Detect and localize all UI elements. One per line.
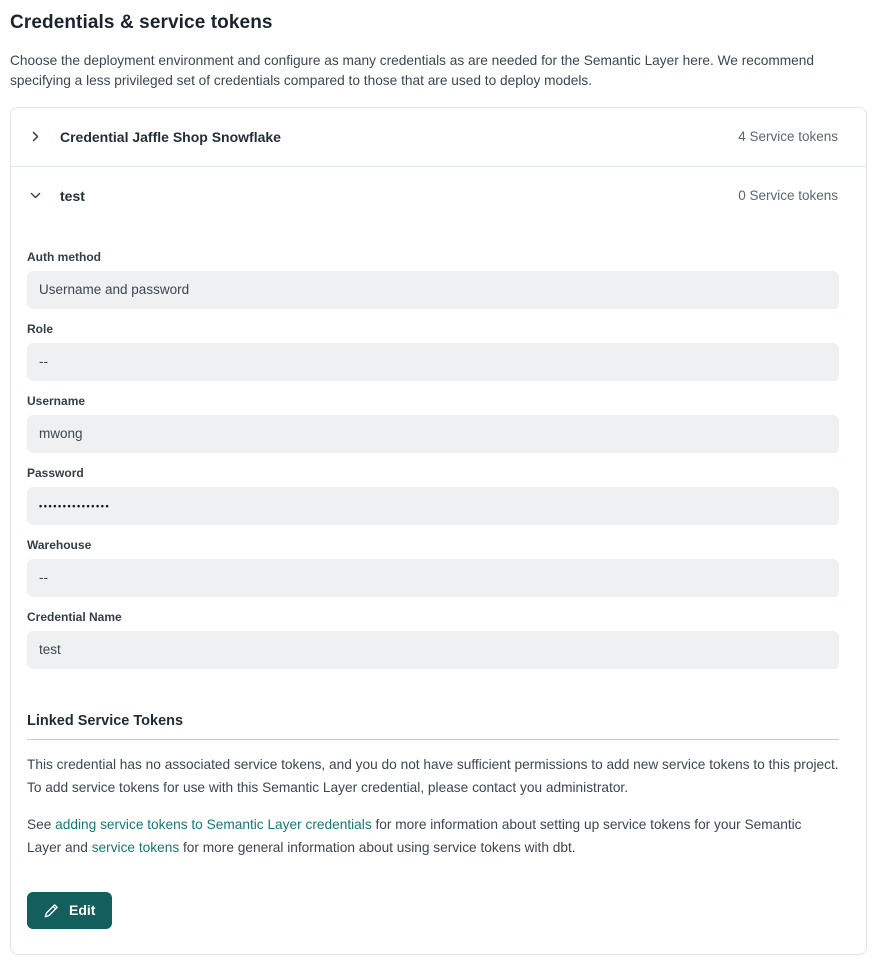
credential-name-value: test	[27, 631, 839, 669]
help-text-prefix: See	[27, 816, 56, 832]
credential-row-test[interactable]	[11, 167, 866, 225]
service-token-count: 4 Service tokens	[738, 129, 838, 145]
no-tokens-message: This credential has no associated service tokens, and you do not have sufficient permissions to add new service tokens to this project. To add service tokens for use with this Semantic Layer credential, please contact you administrator.	[27, 756, 839, 796]
field-label: Auth method	[27, 249, 101, 264]
field-label: Role	[27, 321, 54, 336]
field-label: Warehouse	[27, 537, 92, 552]
edit-button[interactable]	[27, 892, 112, 929]
warehouse-value: --	[27, 559, 839, 597]
service-tokens-link[interactable]: service tokens	[91, 840, 180, 856]
field-role	[27, 322, 839, 381]
section-divider	[27, 739, 839, 740]
help-text-suffix: for more general information about using service tokens with dbt.	[179, 840, 576, 856]
role-value: --	[27, 343, 839, 381]
help-text-middle: for more information about setting up service tokens for your Semantic Layer and	[27, 816, 802, 856]
chevron-right-icon[interactable]	[28, 130, 42, 144]
auth-method-value: Username and password	[27, 271, 839, 309]
pencil-icon	[44, 903, 59, 918]
field-auth-method	[27, 250, 839, 309]
field-label: Password	[27, 465, 84, 480]
field-label: Credential Name	[27, 609, 122, 624]
field-username	[27, 394, 839, 453]
tokens-help-text	[27, 813, 839, 860]
page-title: Credentials & service tokens	[10, 12, 273, 33]
credential-name-label: Credential Jaffle Shop Snowflake	[60, 128, 281, 145]
page-description: Choose the deployment environment and configure as many credentials as are needed for the Semantic Layer here. We recommend specifying a less privileged set of credentials compared to those that are used to deploy models.	[10, 53, 814, 88]
password-value: •••••••••••••••	[27, 487, 839, 525]
credential-row-jaffle-shop[interactable]	[11, 108, 866, 166]
service-token-count: 0 Service tokens	[738, 188, 838, 204]
credentials-card	[10, 107, 867, 955]
field-warehouse	[27, 538, 839, 597]
credential-detail-panel	[11, 225, 866, 954]
username-value: mwong	[27, 415, 839, 453]
field-credential-name	[27, 610, 839, 669]
field-label: Username	[27, 393, 86, 408]
field-password	[27, 466, 839, 525]
edit-button-label: Edit	[69, 902, 96, 919]
adding-service-tokens-link[interactable]: adding service tokens to Semantic Layer credentials	[55, 816, 372, 832]
linked-service-tokens-heading: Linked Service Tokens	[27, 712, 184, 729]
credential-name-label: test	[60, 187, 85, 204]
chevron-down-icon[interactable]	[28, 189, 42, 203]
